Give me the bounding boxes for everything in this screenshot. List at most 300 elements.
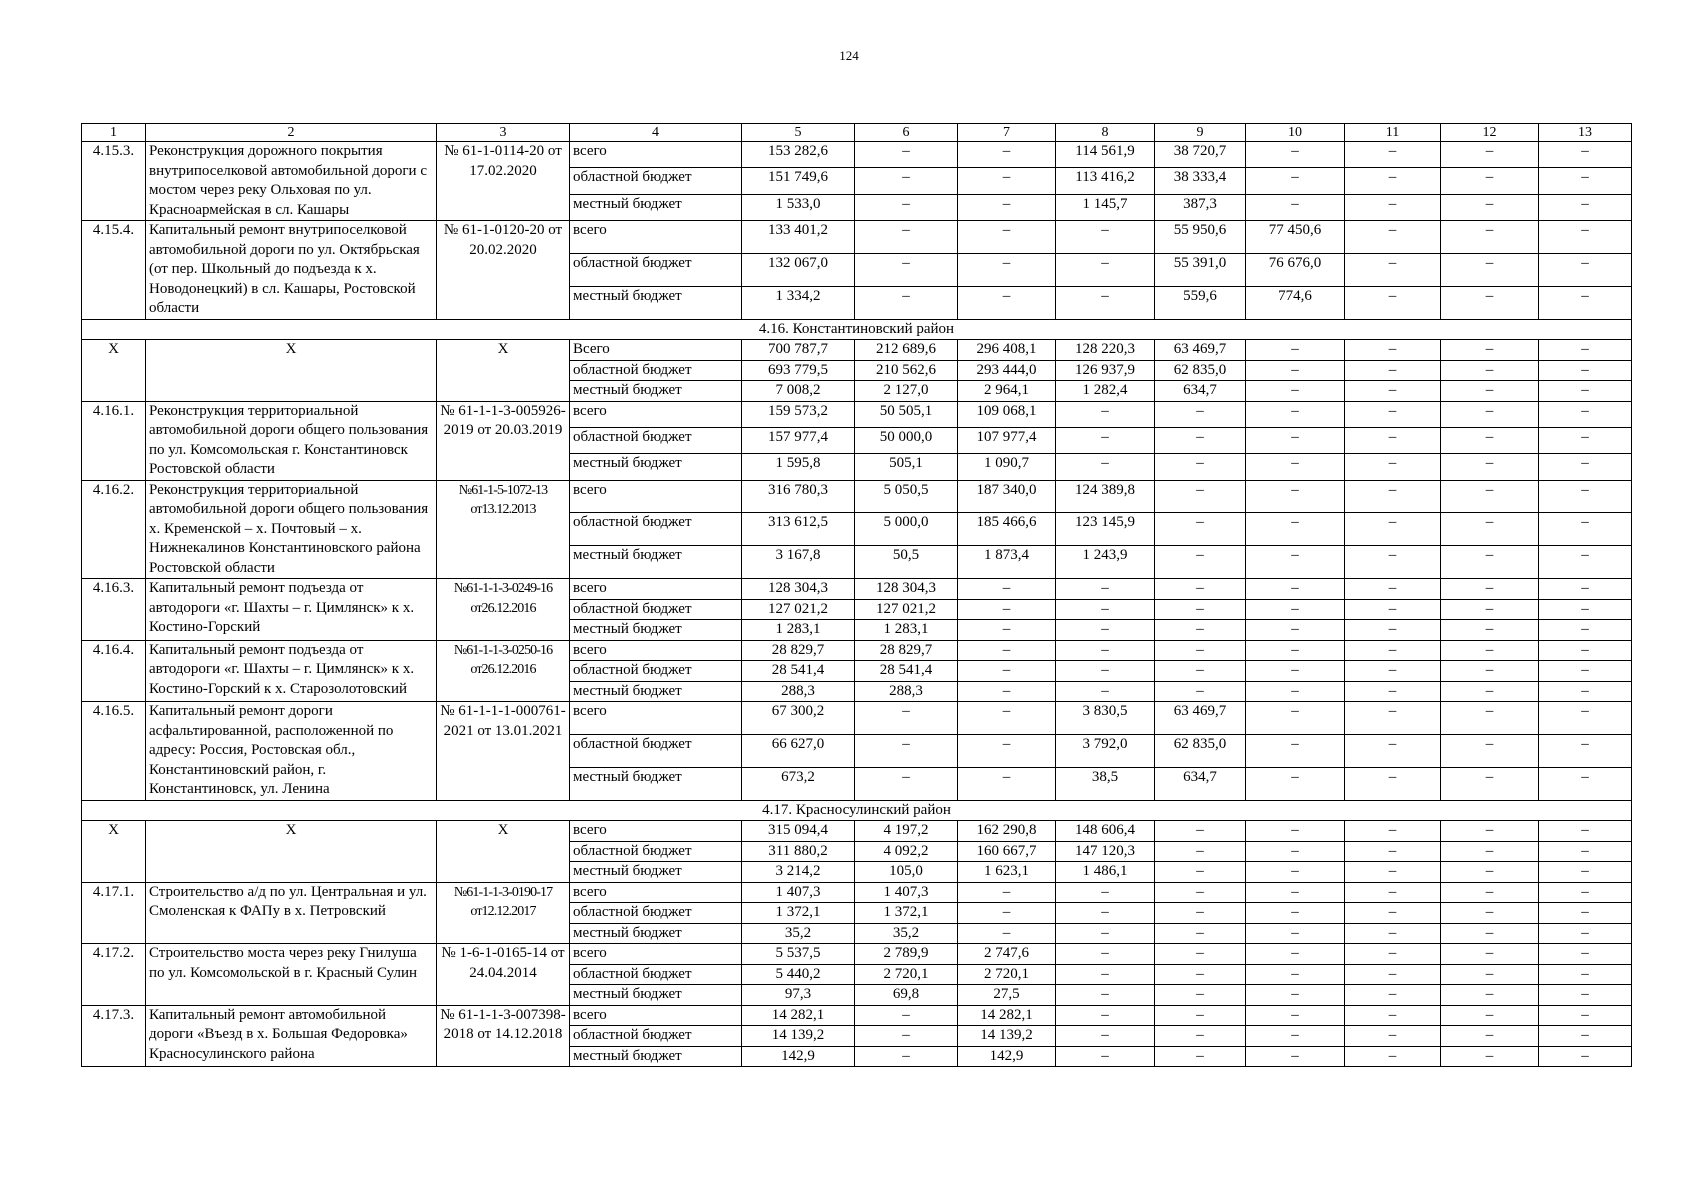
- value-cell: –: [1056, 882, 1155, 903]
- value-cell: –: [1246, 142, 1345, 168]
- value-cell: –: [1246, 194, 1345, 220]
- value-cell: –: [1246, 340, 1345, 361]
- value-cell: –: [1246, 427, 1345, 453]
- section-row: [82, 319, 1632, 340]
- value-cell: –: [1441, 513, 1539, 546]
- value-cell: –: [1056, 401, 1155, 427]
- value-cell: –: [1441, 360, 1539, 381]
- value-cell: –: [1345, 427, 1441, 453]
- funding-source: областной бюджет: [570, 903, 742, 924]
- value-cell: 38 720,7: [1155, 142, 1246, 168]
- value-cell: 774,6: [1246, 286, 1345, 319]
- value-cell: –: [855, 142, 958, 168]
- value-cell: –: [958, 702, 1056, 735]
- table-row: [82, 702, 1632, 735]
- value-cell: 142,9: [958, 1046, 1056, 1067]
- funding-source: областной бюджет: [570, 841, 742, 862]
- value-cell: –: [1539, 862, 1632, 883]
- value-cell: 1 407,3: [855, 882, 958, 903]
- value-cell: 107 977,4: [958, 427, 1056, 453]
- document-ref: № 61-1-1-3-005926-2019 от 20.03.2019: [437, 401, 570, 480]
- value-cell: –: [1345, 821, 1441, 842]
- document-ref: №61-1-1-3-0249-16 от26.12.2016: [437, 579, 570, 641]
- funding-source: местный бюджет: [570, 620, 742, 641]
- value-cell: 147 120,3: [1056, 841, 1155, 862]
- value-cell: –: [1539, 702, 1632, 735]
- value-cell: 4 197,2: [855, 821, 958, 842]
- value-cell: –: [1056, 1005, 1155, 1026]
- value-cell: 63 469,7: [1155, 702, 1246, 735]
- value-cell: –: [1539, 427, 1632, 453]
- value-cell: –: [1441, 702, 1539, 735]
- funding-source: всего: [570, 401, 742, 427]
- column-header: 9: [1155, 124, 1246, 142]
- value-cell: 296 408,1: [958, 340, 1056, 361]
- budget-table: [81, 123, 1632, 1067]
- value-cell: –: [1246, 1046, 1345, 1067]
- table-row: [82, 340, 1632, 361]
- value-cell: –: [1539, 882, 1632, 903]
- value-cell: –: [1441, 340, 1539, 361]
- value-cell: 14 139,2: [958, 1026, 1056, 1047]
- value-cell: –: [1539, 340, 1632, 361]
- value-cell: –: [1441, 454, 1539, 480]
- value-cell: 38,5: [1056, 767, 1155, 800]
- value-cell: 159 573,2: [742, 401, 855, 427]
- value-cell: –: [1345, 620, 1441, 641]
- value-cell: –: [1441, 882, 1539, 903]
- column-header: 10: [1246, 124, 1345, 142]
- value-cell: –: [1441, 964, 1539, 985]
- value-cell: –: [1246, 882, 1345, 903]
- object-name: Капитальный ремонт автомобильной дороги «Въезд в х. Большая Федоровка» Красносулинского района: [146, 1005, 437, 1067]
- value-cell: –: [958, 661, 1056, 682]
- value-cell: –: [1246, 546, 1345, 579]
- value-cell: –: [1246, 480, 1345, 513]
- value-cell: –: [1155, 681, 1246, 702]
- document-ref: Х: [437, 821, 570, 883]
- value-cell: –: [1056, 944, 1155, 965]
- value-cell: –: [1345, 579, 1441, 600]
- value-cell: –: [1539, 734, 1632, 767]
- value-cell: –: [1539, 253, 1632, 286]
- value-cell: –: [1056, 221, 1155, 254]
- value-cell: –: [1155, 640, 1246, 661]
- section-row: [82, 800, 1632, 821]
- value-cell: –: [1155, 923, 1246, 944]
- value-cell: –: [1155, 661, 1246, 682]
- value-cell: –: [1246, 985, 1345, 1006]
- value-cell: 127 021,2: [855, 599, 958, 620]
- document-ref: №61-1-1-3-0250-16 от26.12.2016: [437, 640, 570, 702]
- value-cell: 1 623,1: [958, 862, 1056, 883]
- value-cell: –: [1539, 1026, 1632, 1047]
- value-cell: –: [1441, 985, 1539, 1006]
- value-cell: –: [958, 579, 1056, 600]
- value-cell: –: [1539, 821, 1632, 842]
- value-cell: 5 537,5: [742, 944, 855, 965]
- value-cell: 148 606,4: [1056, 821, 1155, 842]
- funding-source: областной бюджет: [570, 427, 742, 453]
- value-cell: –: [958, 286, 1056, 319]
- value-cell: –: [1441, 253, 1539, 286]
- value-cell: 3 792,0: [1056, 734, 1155, 767]
- value-cell: 160 667,7: [958, 841, 1056, 862]
- value-cell: 288,3: [855, 681, 958, 702]
- object-name: Капитальный ремонт внутрипоселковой автомобильной дороги по ул. Октябрьская (от пер. Школьный до подъезда к х. Новодонецкий) в сл. Кашары, Ростовской области: [146, 221, 437, 320]
- value-cell: –: [1345, 882, 1441, 903]
- value-cell: 316 780,3: [742, 480, 855, 513]
- value-cell: 27,5: [958, 985, 1056, 1006]
- value-cell: –: [1056, 454, 1155, 480]
- value-cell: –: [1539, 454, 1632, 480]
- value-cell: –: [1539, 194, 1632, 220]
- funding-source: всего: [570, 480, 742, 513]
- value-cell: 114 561,9: [1056, 142, 1155, 168]
- funding-source: всего: [570, 640, 742, 661]
- value-cell: 5 050,5: [855, 480, 958, 513]
- column-header: 6: [855, 124, 958, 142]
- table-row: [82, 882, 1632, 903]
- value-cell: –: [1246, 599, 1345, 620]
- value-cell: –: [1345, 702, 1441, 735]
- value-cell: –: [1539, 599, 1632, 620]
- item-number: 4.16.3.: [82, 579, 146, 641]
- table-row: [82, 944, 1632, 965]
- value-cell: 2 720,1: [958, 964, 1056, 985]
- value-cell: 133 401,2: [742, 221, 855, 254]
- value-cell: –: [1345, 480, 1441, 513]
- value-cell: –: [1056, 903, 1155, 924]
- funding-source: всего: [570, 944, 742, 965]
- value-cell: –: [1155, 985, 1246, 1006]
- value-cell: 311 880,2: [742, 841, 855, 862]
- value-cell: –: [1345, 734, 1441, 767]
- section-title: 4.17. Красносулинский район: [82, 800, 1632, 821]
- value-cell: 109 068,1: [958, 401, 1056, 427]
- value-cell: 123 145,9: [1056, 513, 1155, 546]
- value-cell: –: [1155, 821, 1246, 842]
- value-cell: –: [1155, 1046, 1246, 1067]
- value-cell: –: [958, 168, 1056, 194]
- value-cell: –: [1056, 985, 1155, 1006]
- value-cell: –: [1539, 944, 1632, 965]
- value-cell: 1 595,8: [742, 454, 855, 480]
- value-cell: –: [1345, 381, 1441, 402]
- value-cell: 14 139,2: [742, 1026, 855, 1047]
- section-title: 4.16. Константиновский район: [82, 319, 1632, 340]
- value-cell: 1 090,7: [958, 454, 1056, 480]
- value-cell: 128 220,3: [1056, 340, 1155, 361]
- value-cell: –: [1155, 401, 1246, 427]
- value-cell: 700 787,7: [742, 340, 855, 361]
- value-cell: –: [1345, 194, 1441, 220]
- value-cell: –: [1345, 923, 1441, 944]
- table-row: [82, 1005, 1632, 1026]
- value-cell: –: [1345, 142, 1441, 168]
- value-cell: –: [1441, 1026, 1539, 1047]
- value-cell: –: [1539, 767, 1632, 800]
- value-cell: 1 283,1: [742, 620, 855, 641]
- document-ref: № 61-1-0114-20 от 17.02.2020: [437, 142, 570, 221]
- value-cell: –: [1539, 923, 1632, 944]
- value-cell: –: [1539, 985, 1632, 1006]
- value-cell: –: [1246, 168, 1345, 194]
- value-cell: –: [1441, 194, 1539, 220]
- funding-source: местный бюджет: [570, 1046, 742, 1067]
- value-cell: 210 562,6: [855, 360, 958, 381]
- value-cell: –: [1246, 1005, 1345, 1026]
- value-cell: –: [855, 767, 958, 800]
- document-ref: № 61-1-1-1-000761-2021 от 13.01.2021: [437, 702, 570, 801]
- value-cell: –: [1441, 221, 1539, 254]
- value-cell: –: [1539, 401, 1632, 427]
- funding-source: областной бюджет: [570, 360, 742, 381]
- value-cell: 634,7: [1155, 381, 1246, 402]
- value-cell: –: [855, 1046, 958, 1067]
- value-cell: –: [1155, 427, 1246, 453]
- value-cell: –: [1539, 1046, 1632, 1067]
- value-cell: –: [1345, 640, 1441, 661]
- column-header: 13: [1539, 124, 1632, 142]
- object-name: Реконструкция территориальной автомобильной дороги общего пользования х. Кременской – х. Почтовый – х. Нижнекалинов Константиновского района Ростовской области: [146, 480, 437, 579]
- value-cell: –: [1441, 599, 1539, 620]
- funding-source: областной бюджет: [570, 513, 742, 546]
- value-cell: 7 008,2: [742, 381, 855, 402]
- value-cell: –: [958, 734, 1056, 767]
- value-cell: –: [1246, 454, 1345, 480]
- value-cell: –: [1056, 681, 1155, 702]
- value-cell: –: [1441, 480, 1539, 513]
- value-cell: 634,7: [1155, 767, 1246, 800]
- funding-source: местный бюджет: [570, 923, 742, 944]
- value-cell: –: [958, 599, 1056, 620]
- value-cell: –: [1441, 661, 1539, 682]
- value-cell: –: [958, 620, 1056, 641]
- value-cell: –: [1155, 862, 1246, 883]
- value-cell: –: [1246, 903, 1345, 924]
- value-cell: –: [958, 194, 1056, 220]
- value-cell: –: [1345, 1026, 1441, 1047]
- value-cell: –: [855, 194, 958, 220]
- value-cell: –: [1441, 944, 1539, 965]
- value-cell: –: [855, 702, 958, 735]
- value-cell: –: [958, 253, 1056, 286]
- value-cell: 505,1: [855, 454, 958, 480]
- value-cell: 288,3: [742, 681, 855, 702]
- value-cell: 4 092,2: [855, 841, 958, 862]
- value-cell: 124 389,8: [1056, 480, 1155, 513]
- funding-source: Всего: [570, 340, 742, 361]
- funding-source: местный бюджет: [570, 454, 742, 480]
- value-cell: –: [1056, 1046, 1155, 1067]
- table-row: [82, 221, 1632, 254]
- value-cell: –: [1441, 923, 1539, 944]
- value-cell: –: [1345, 253, 1441, 286]
- value-cell: 14 282,1: [742, 1005, 855, 1026]
- object-name: Х: [146, 821, 437, 883]
- value-cell: –: [1246, 579, 1345, 600]
- value-cell: 63 469,7: [1155, 340, 1246, 361]
- value-cell: –: [1155, 454, 1246, 480]
- table-row: [82, 640, 1632, 661]
- value-cell: –: [1539, 480, 1632, 513]
- value-cell: –: [1056, 620, 1155, 641]
- value-cell: 1 372,1: [742, 903, 855, 924]
- document-ref: №61-1-5-1072-13 от13.12.2013: [437, 480, 570, 579]
- item-number: 4.16.1.: [82, 401, 146, 480]
- table-row: [82, 579, 1632, 600]
- value-cell: 69,8: [855, 985, 958, 1006]
- value-cell: –: [855, 253, 958, 286]
- value-cell: –: [1441, 168, 1539, 194]
- value-cell: 55 950,6: [1155, 221, 1246, 254]
- value-cell: –: [1441, 1046, 1539, 1067]
- column-header: 11: [1345, 124, 1441, 142]
- funding-source: местный бюджет: [570, 985, 742, 1006]
- funding-source: местный бюджет: [570, 681, 742, 702]
- value-cell: –: [1056, 579, 1155, 600]
- value-cell: 1 486,1: [1056, 862, 1155, 883]
- value-cell: –: [1246, 734, 1345, 767]
- object-name: Капитальный ремонт подъезда от автодороги «г. Шахты – г. Цимлянск» к х. Костино-Горский: [146, 579, 437, 641]
- value-cell: 28 541,4: [742, 661, 855, 682]
- value-cell: –: [1155, 620, 1246, 641]
- value-cell: –: [1155, 599, 1246, 620]
- value-cell: –: [1246, 821, 1345, 842]
- value-cell: –: [1345, 513, 1441, 546]
- value-cell: –: [1345, 454, 1441, 480]
- value-cell: –: [1056, 253, 1155, 286]
- value-cell: 67 300,2: [742, 702, 855, 735]
- value-cell: –: [1246, 964, 1345, 985]
- value-cell: –: [1155, 513, 1246, 546]
- table-row: [82, 142, 1632, 168]
- funding-source: областной бюджет: [570, 599, 742, 620]
- value-cell: –: [958, 640, 1056, 661]
- funding-source: местный бюджет: [570, 767, 742, 800]
- value-cell: 76 676,0: [1246, 253, 1345, 286]
- value-cell: 315 094,4: [742, 821, 855, 842]
- item-number: Х: [82, 340, 146, 402]
- funding-source: областной бюджет: [570, 964, 742, 985]
- value-cell: –: [1441, 546, 1539, 579]
- item-number: 4.16.4.: [82, 640, 146, 702]
- value-cell: –: [1539, 1005, 1632, 1026]
- value-cell: 1 243,9: [1056, 546, 1155, 579]
- value-cell: 3 830,5: [1056, 702, 1155, 735]
- value-cell: –: [855, 168, 958, 194]
- value-cell: 28 829,7: [742, 640, 855, 661]
- value-cell: –: [1155, 841, 1246, 862]
- value-cell: –: [1539, 286, 1632, 319]
- value-cell: –: [1155, 480, 1246, 513]
- value-cell: 35,2: [855, 923, 958, 944]
- value-cell: –: [1441, 734, 1539, 767]
- value-cell: –: [1246, 401, 1345, 427]
- value-cell: –: [1345, 767, 1441, 800]
- value-cell: –: [1539, 168, 1632, 194]
- object-name: Строительство а/д по ул. Центральная и ул. Смоленская к ФАПу в х. Петровский: [146, 882, 437, 944]
- value-cell: 2 720,1: [855, 964, 958, 985]
- value-cell: 387,3: [1155, 194, 1246, 220]
- value-cell: –: [958, 903, 1056, 924]
- value-cell: –: [1441, 1005, 1539, 1026]
- value-cell: –: [1246, 862, 1345, 883]
- value-cell: –: [1441, 767, 1539, 800]
- funding-source: местный бюджет: [570, 862, 742, 883]
- item-number: 4.16.2.: [82, 480, 146, 579]
- value-cell: 559,6: [1155, 286, 1246, 319]
- value-cell: –: [1246, 923, 1345, 944]
- value-cell: 66 627,0: [742, 734, 855, 767]
- column-header: 12: [1441, 124, 1539, 142]
- value-cell: –: [958, 923, 1056, 944]
- funding-source: областной бюджет: [570, 661, 742, 682]
- value-cell: –: [1441, 681, 1539, 702]
- value-cell: 50,5: [855, 546, 958, 579]
- value-cell: –: [1155, 1026, 1246, 1047]
- value-cell: 1 145,7: [1056, 194, 1155, 220]
- column-header: 2: [146, 124, 437, 142]
- value-cell: 50 000,0: [855, 427, 958, 453]
- column-header: 3: [437, 124, 570, 142]
- value-cell: 28 829,7: [855, 640, 958, 661]
- value-cell: –: [1246, 360, 1345, 381]
- funding-source: всего: [570, 221, 742, 254]
- value-cell: –: [855, 1026, 958, 1047]
- value-cell: –: [1441, 381, 1539, 402]
- value-cell: –: [1539, 661, 1632, 682]
- table-row: [82, 480, 1632, 513]
- funding-source: всего: [570, 882, 742, 903]
- value-cell: –: [1539, 546, 1632, 579]
- funding-source: местный бюджет: [570, 381, 742, 402]
- value-cell: 38 333,4: [1155, 168, 1246, 194]
- object-name: Х: [146, 340, 437, 402]
- value-cell: 1 334,2: [742, 286, 855, 319]
- value-cell: 55 391,0: [1155, 253, 1246, 286]
- value-cell: –: [1539, 841, 1632, 862]
- value-cell: 1 407,3: [742, 882, 855, 903]
- value-cell: –: [1246, 681, 1345, 702]
- item-number: 4.17.1.: [82, 882, 146, 944]
- value-cell: –: [855, 286, 958, 319]
- item-number: 4.16.5.: [82, 702, 146, 801]
- value-cell: 3 214,2: [742, 862, 855, 883]
- value-cell: –: [1246, 513, 1345, 546]
- value-cell: –: [1539, 903, 1632, 924]
- value-cell: –: [1539, 381, 1632, 402]
- value-cell: –: [1246, 381, 1345, 402]
- value-cell: –: [1539, 964, 1632, 985]
- value-cell: 157 977,4: [742, 427, 855, 453]
- value-cell: –: [1246, 620, 1345, 641]
- object-name: Реконструкция дорожного покрытия внутрипоселковой автомобильной дороги с мостом через реку Ольховая по ул. Красноармейская в сл. Кашары: [146, 142, 437, 221]
- value-cell: 128 304,3: [855, 579, 958, 600]
- value-cell: 2 747,6: [958, 944, 1056, 965]
- value-cell: –: [1441, 640, 1539, 661]
- document-ref: № 61-1-0120-20 от 20.02.2020: [437, 221, 570, 320]
- value-cell: 2 127,0: [855, 381, 958, 402]
- value-cell: –: [1345, 360, 1441, 381]
- value-cell: 2 964,1: [958, 381, 1056, 402]
- value-cell: –: [1345, 1005, 1441, 1026]
- value-cell: –: [855, 1005, 958, 1026]
- value-cell: –: [1056, 661, 1155, 682]
- value-cell: –: [1056, 599, 1155, 620]
- funding-source: местный бюджет: [570, 194, 742, 220]
